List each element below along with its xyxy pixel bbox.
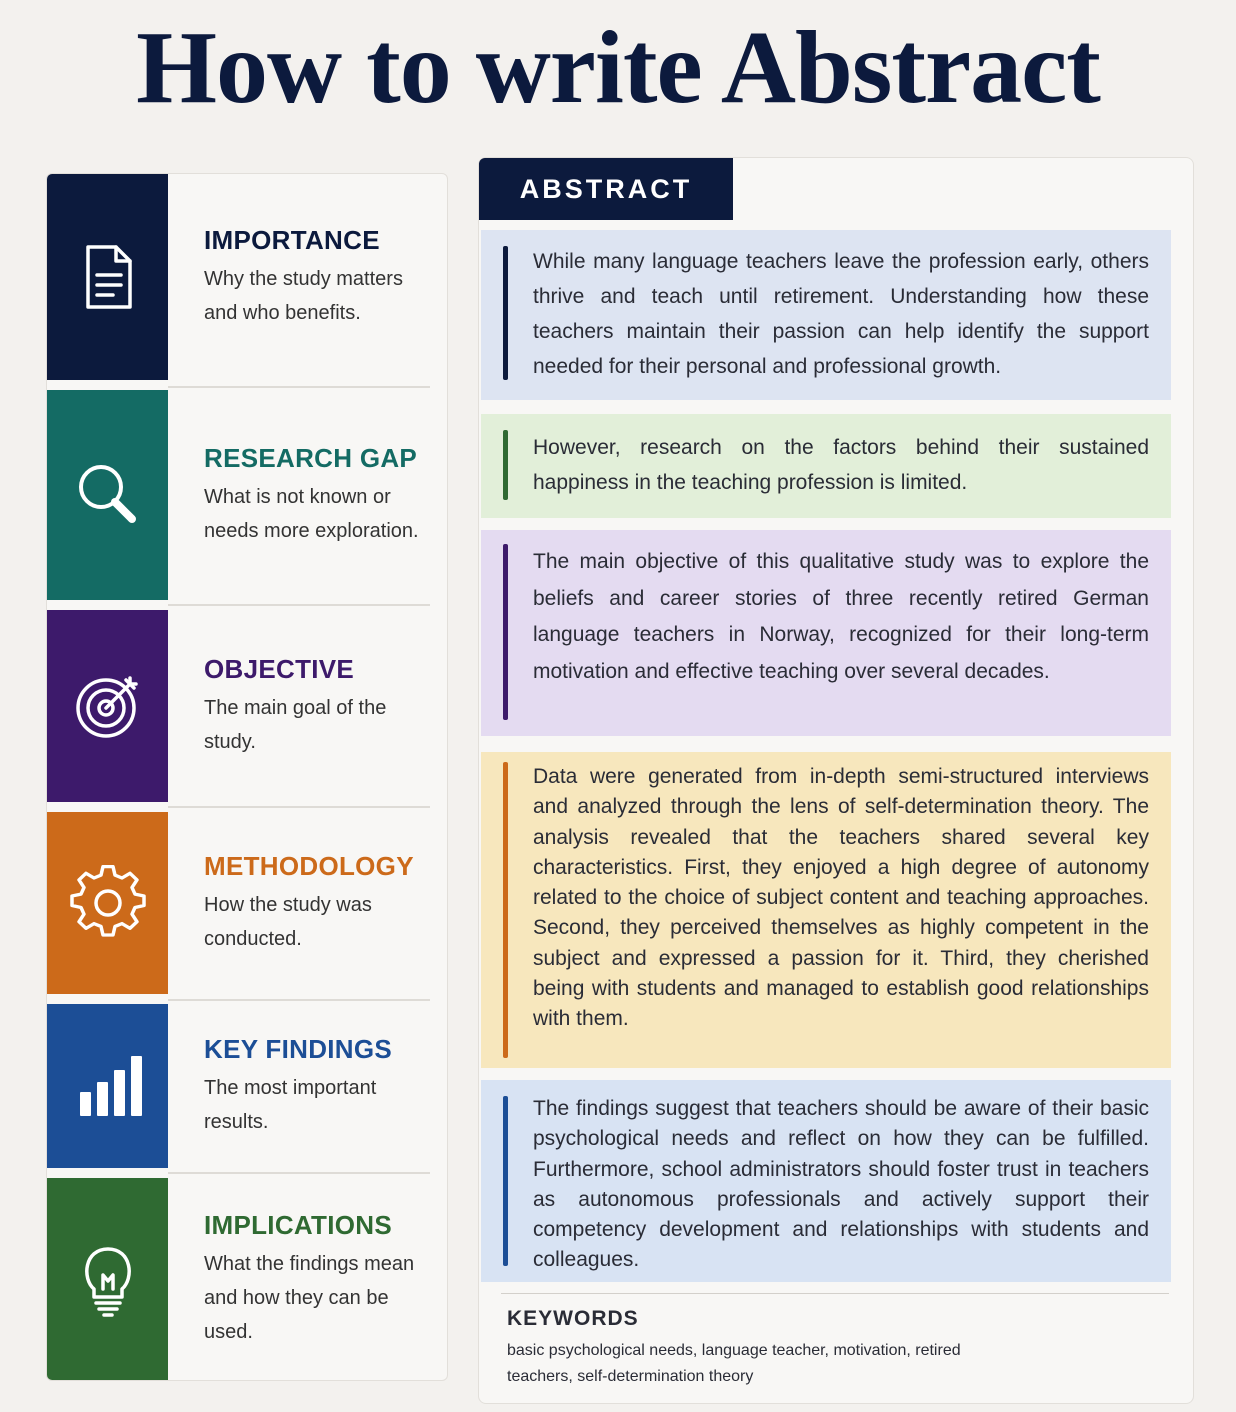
gear-icon (47, 812, 168, 994)
accent-bar (503, 762, 508, 1058)
section-title: RESEARCH GAP (204, 442, 418, 473)
section-research-gap (47, 390, 447, 600)
section-importance (47, 174, 447, 380)
accent-bar (503, 544, 508, 720)
section-title: IMPLICATIONS (204, 1209, 392, 1240)
section-methodology (47, 812, 447, 994)
abstract-research-gap-block (481, 414, 1171, 518)
magnifier-icon (47, 390, 168, 600)
section-description: The most important results. (204, 1076, 377, 1133)
abstract-paragraph: While many language teachers leave the profession early, others thrive and teach until retirement. Understanding how these teachers maintain their passion can help identify the support needed for their personal and professional growth. (533, 250, 1149, 378)
abstract-tab: ABSTRACT (479, 158, 733, 220)
lightbulb-icon (47, 1178, 168, 1380)
section-description: What is not known or needs more exploration. (204, 485, 419, 542)
section-objective (47, 610, 447, 802)
section-title: IMPORTANCE (204, 224, 380, 255)
accent-bar (503, 1096, 508, 1266)
abstract-objective-block (481, 530, 1171, 736)
section-implications (47, 1178, 447, 1380)
abstract-paragraph: However, research on the factors behind their sustained happiness in the teaching profession is limited. (533, 436, 1149, 494)
accent-bar (503, 246, 508, 380)
divider (168, 604, 430, 606)
bar-chart-icon (47, 1004, 168, 1168)
divider (168, 386, 430, 388)
divider (168, 1172, 430, 1174)
abstract-paragraph: Data were generated from in-depth semi-structured interviews and analyzed through the lens of self-determination theory. The analysis revealed that the teachers shared several key characteristics. First, they enjoyed a high degree of autonomy related to the choice of subject content and teaching approaches. Second, they perceived themselves as highly competent in the subject and expressed a passion for it. Third, they cherished being with students and managed to establish good relationships with them. (533, 765, 1149, 1031)
section-key-findings (47, 1004, 447, 1168)
abstract-paragraph: The findings suggest that teachers should be aware of their basic psychological needs and reflect on how they can be fulfilled. Furthermore, school administrators should foster trust in teachers as autonomous professionals and actively support their competency development and relationships with students and colleagues. (533, 1097, 1149, 1272)
abstract-findings-block (481, 1080, 1171, 1282)
sections-panel (46, 173, 448, 1381)
section-description: How the study was conducted. (204, 893, 372, 950)
section-description: Why the study matters and who benefits. (204, 267, 403, 324)
divider (168, 999, 430, 1001)
page-title: How to write Abstract (136, 10, 1100, 125)
target-icon (47, 610, 168, 802)
abstract-panel (478, 157, 1194, 1404)
section-title: KEY FINDINGS (204, 1033, 393, 1064)
abstract-methodology-block (481, 752, 1171, 1068)
section-title: OBJECTIVE (204, 653, 355, 684)
abstract-importance-block (481, 230, 1171, 400)
accent-bar (503, 430, 508, 500)
abstract-paragraph: The main objective of this qualitative study was to explore the beliefs and career stories of three recently retired German language teachers in Norway, recognized for their long-term motivation and effective teaching over several decades. (533, 550, 1149, 683)
keywords-title: KEYWORDS (507, 1307, 639, 1330)
section-description: The main goal of the study. (204, 696, 387, 753)
section-title: METHODOLOGY (204, 850, 414, 881)
keywords-divider (501, 1293, 1169, 1294)
section-description: What the findings mean and how they can be used. (204, 1252, 415, 1343)
divider (168, 806, 430, 808)
document-icon (47, 174, 168, 380)
keywords-text: basic psychological needs, language teacher, motivation, retired teachers, self-determination theory (507, 1342, 961, 1385)
